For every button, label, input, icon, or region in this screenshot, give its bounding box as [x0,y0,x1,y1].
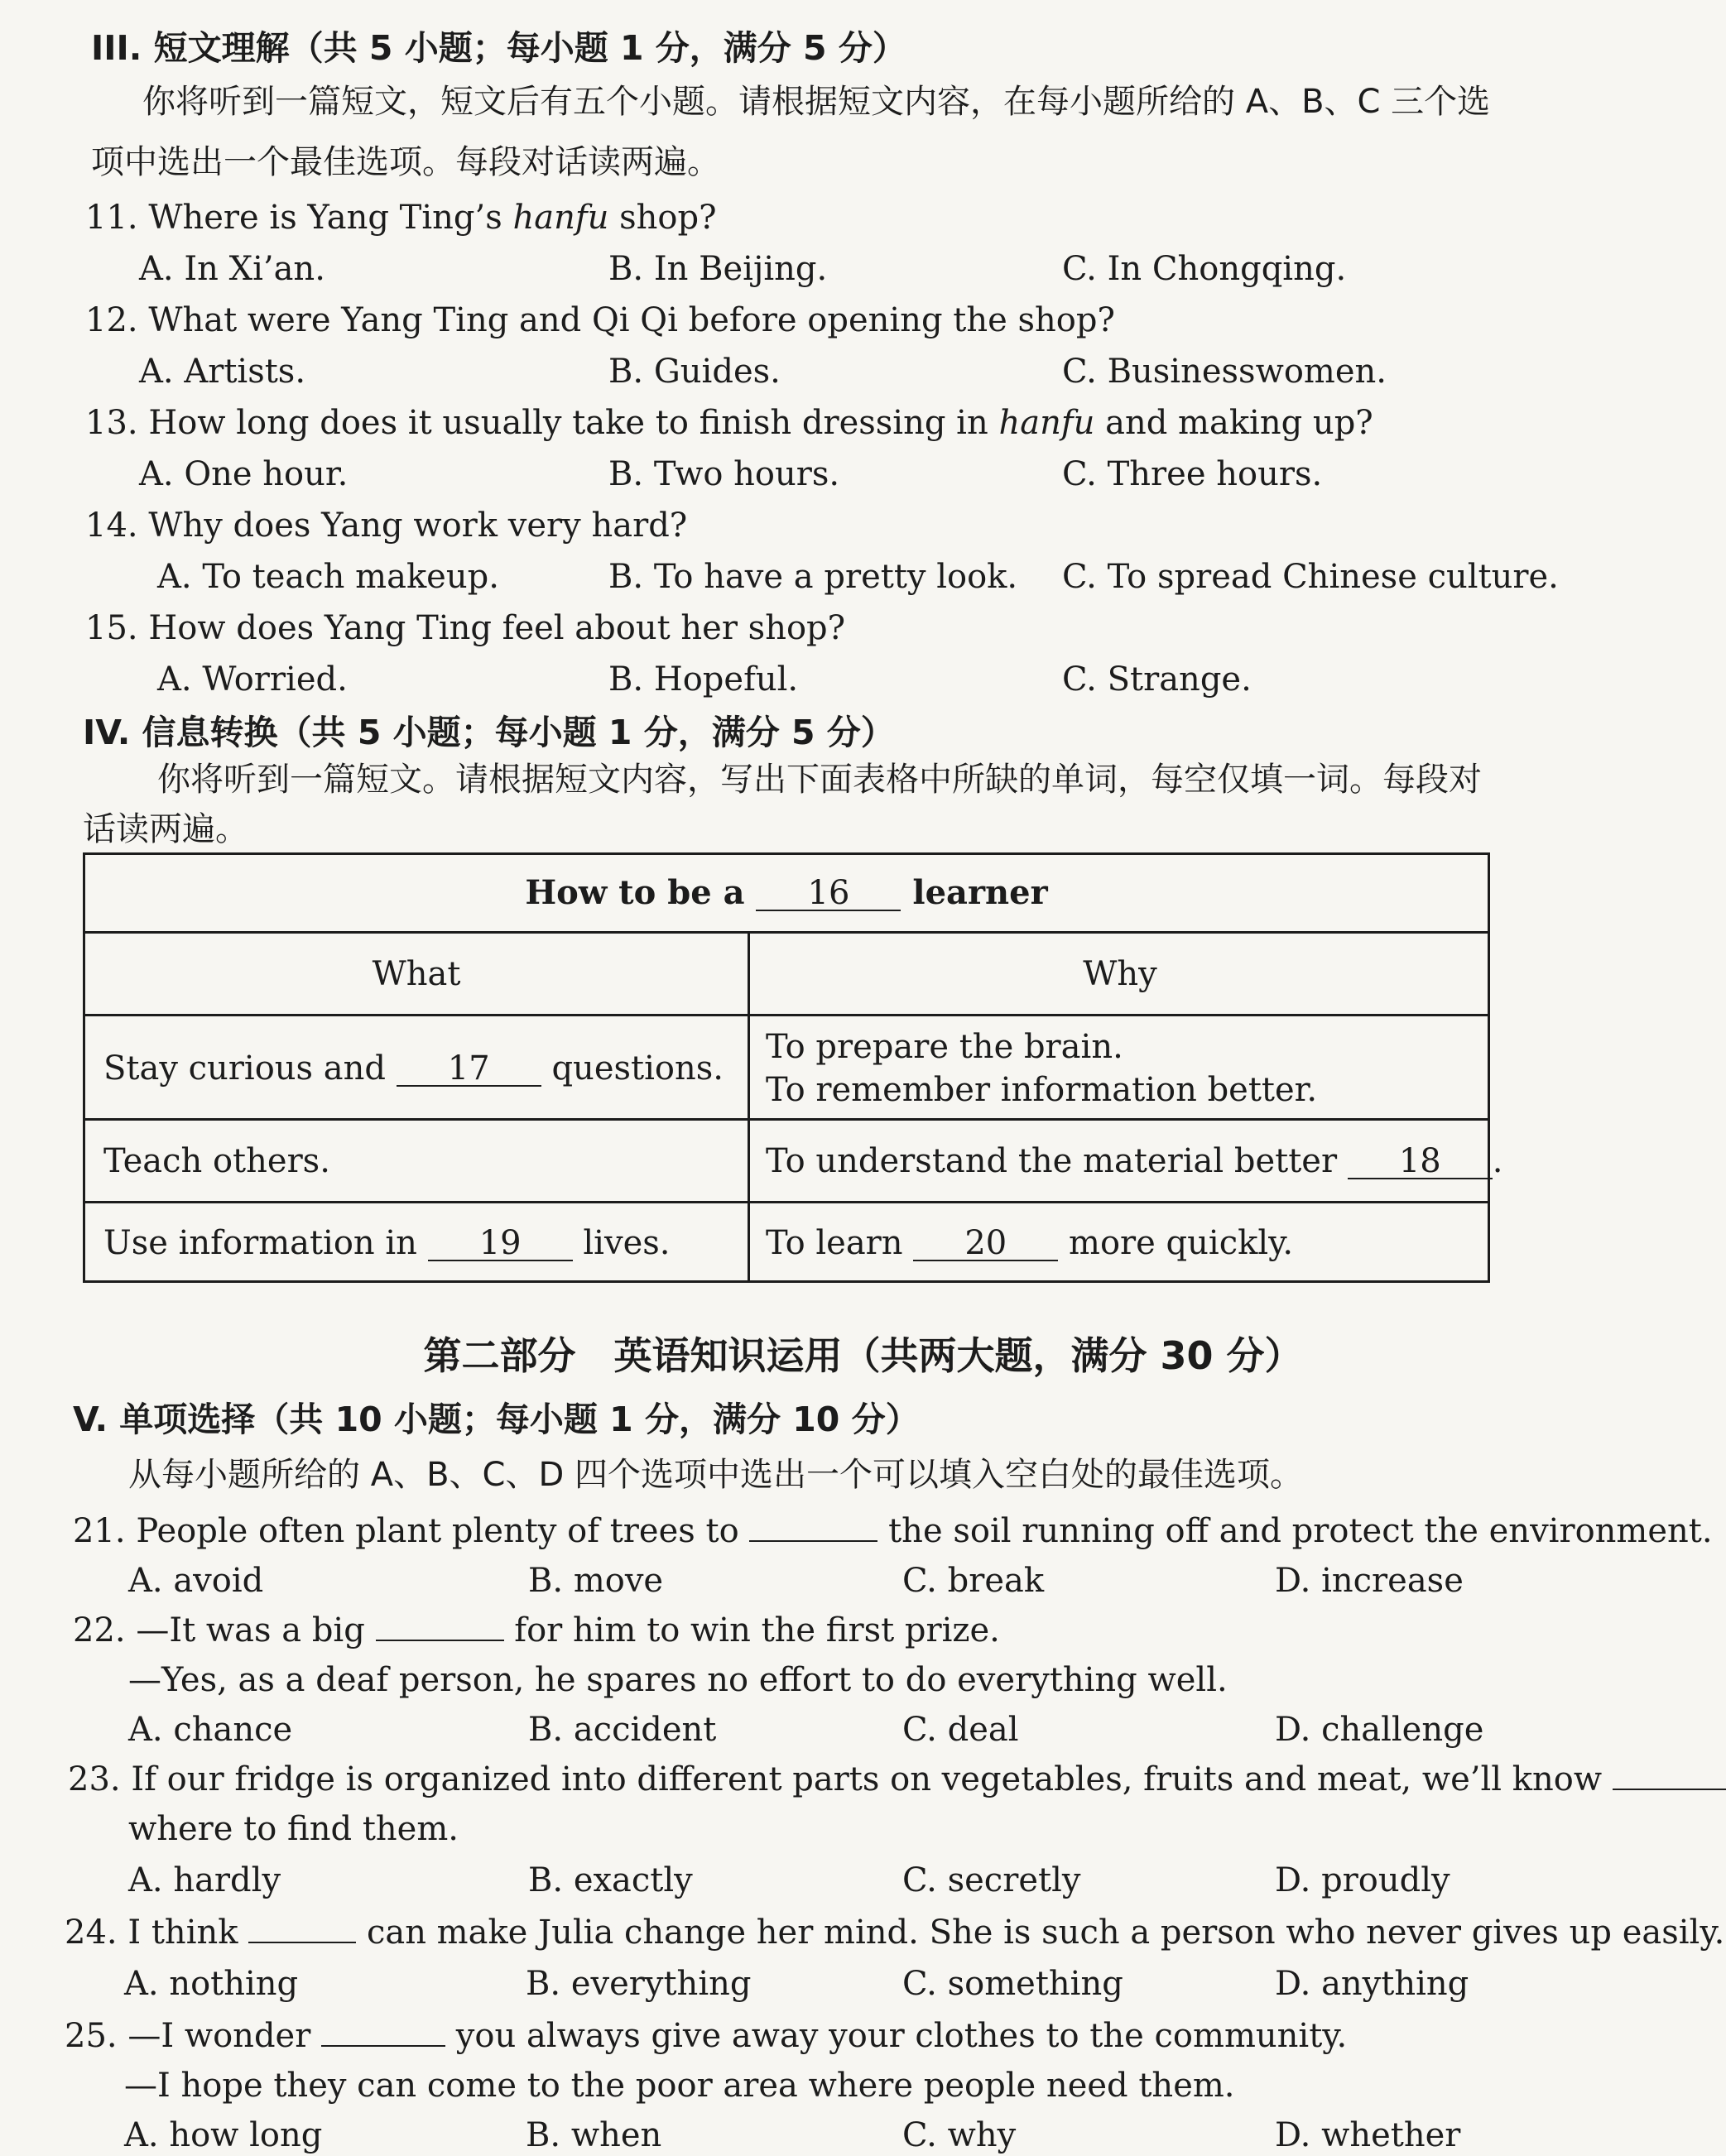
q24-option-c: C. something [902,1965,1123,2003]
q11-option-a: A. In Xi’an. [139,250,325,288]
q11-option-c: C. In Chongqing. [1062,250,1347,288]
row3-what: Use information in 19 lives. [103,1224,671,1262]
blank-18: 18 [1348,1145,1493,1179]
q22-option-b: B. accident [528,1711,717,1749]
q12-option-b: B. Guides. [608,353,781,391]
table-rule [85,931,1488,934]
q15-option-b: B. Hopeful. [608,660,799,699]
q21-option-d: D. increase [1275,1562,1464,1600]
column-header-why: Why [1083,955,1157,993]
question-23: 23. If our fridge is organized into different parts on vegetables, fruits and meat, we’ll know [68,1763,1726,1796]
q15-option-a: A. Worried. [157,660,348,699]
q25-option-c: C. why [902,2116,1017,2154]
part4-instruction-line1: 你将听到一篇短文。请根据短文内容，写出下面表格中所缺的单词，每空仅填一词。每段对 [157,761,1482,799]
q13-option-b: B. Two hours. [608,455,840,493]
table-title: How to be a 16 learner [525,873,1048,912]
row2-why: To understand the material better 18 . [766,1142,1503,1180]
q24-option-b: B. everything [526,1965,752,2003]
table-rule [85,1201,1488,1203]
row3-why: To learn 20 more quickly. [766,1224,1294,1262]
blank-17: 17 [397,1052,541,1087]
q25-option-a: A. how long [124,2116,323,2154]
blank-20: 20 [913,1227,1058,1261]
q13-option-a: A. One hour. [139,455,349,493]
question-25: 25. —I wonder you always give away your clothes to the community. [65,2017,1348,2055]
question-22-reply: —Yes, as a deaf person, he spares no effort to do everything well. [128,1661,1228,1699]
answer-blank [376,1640,504,1641]
q12-option-a: A. Artists. [139,353,306,391]
q23-option-a: A. hardly [128,1861,281,1899]
question-25-reply: —I hope they can come to the poor area where people need them. [124,2067,1235,2105]
q25-option-d: D. whether [1275,2116,1461,2154]
q15-option-c: C. Strange. [1062,660,1252,699]
q14-option-a: A. To teach makeup. [157,558,499,596]
answer-blank [248,1942,356,1943]
table-rule [85,1118,1488,1121]
part4-instruction-line2: 话读两遍。 [83,810,248,848]
question-12: 12. What were Yang Ting and Qi Qi before opening the shop? [85,301,1115,339]
q23-option-d: D. proudly [1275,1861,1450,1899]
q24-option-a: A. nothing [124,1965,299,2003]
q21-option-c: C. break [902,1562,1045,1600]
row1-why-line2: To remember information better. [766,1071,1318,1109]
question-14: 14. Why does Yang work very hard? [85,507,688,545]
info-table [83,852,1503,1283]
table-rule [85,1014,1488,1016]
row1-what: Stay curious and 17 questions. [103,1049,724,1088]
q21-option-b: B. move [528,1562,664,1600]
column-header-what: What [372,955,461,993]
q13-option-c: C. Three hours. [1062,455,1323,493]
answer-blank [1613,1789,1726,1790]
q24-option-d: D. anything [1275,1965,1469,2003]
answer-blank [321,2045,445,2047]
section2-title: 第二部分 英语知识运用（共两大题，满分 30 分） [423,1333,1303,1378]
part3-instruction-line2: 项中选出一个最佳选项。每段对话读两遍。 [91,143,720,181]
q23-option-c: C. secretly [902,1861,1081,1899]
q22-option-c: C. deal [902,1711,1019,1749]
q21-option-a: A. avoid [128,1562,264,1600]
row1-why-line1: To prepare the brain. [766,1028,1123,1066]
q12-option-c: C. Businesswomen. [1062,353,1387,391]
question-24: 24. I think can make Julia change her mind. She is such a person who never gives up easily. [65,1914,1725,1952]
blank-19: 19 [428,1227,573,1261]
question-11: 11. Where is Yang Ting’s hanfu shop? [85,199,717,237]
part4-heading: IV. 信息转换（共 5 小题；每小题 1 分，满分 5 分） [83,713,895,752]
question-21: 21. People often plant plenty of trees to the soil running off and protect the environment. [73,1512,1713,1550]
question-13: 13. How long does it usually take to finish dressing in hanfu and making up? [85,404,1373,442]
q25-option-b: B. when [526,2116,662,2154]
q22-option-d: D. challenge [1275,1711,1484,1749]
part5-heading: V. 单项选择（共 10 小题；每小题 1 分，满分 10 分） [73,1400,920,1439]
q11-option-b: B. In Beijing. [608,250,828,288]
answer-blank [749,1540,877,1542]
row2-what: Teach others. [103,1142,330,1180]
q14-option-b: B. To have a pretty look. [608,558,1018,596]
part3-heading: III. 短文理解（共 5 小题；每小题 1 分，满分 5 分） [91,28,906,68]
q23-option-b: B. exactly [528,1861,693,1899]
question-23-line2: where to find them. [128,1810,459,1848]
blank-16: 16 [756,876,901,911]
question-22: 22. —It was a big for him to win the first prize. [73,1611,1000,1649]
part3-instruction-line1: 你将听到一篇短文，短文后有五个小题。请根据短文内容，在每小题所给的 A、B、C 三个选 [142,83,1491,121]
question-15: 15. How does Yang Ting feel about her shop? [85,609,846,647]
part5-instruction: 从每小题所给的 A、B、C、D 四个选项中选出一个可以填入空白处的最佳选项。 [128,1456,1303,1494]
q14-option-c: C. To spread Chinese culture. [1062,558,1559,596]
q22-option-a: A. chance [128,1711,293,1749]
